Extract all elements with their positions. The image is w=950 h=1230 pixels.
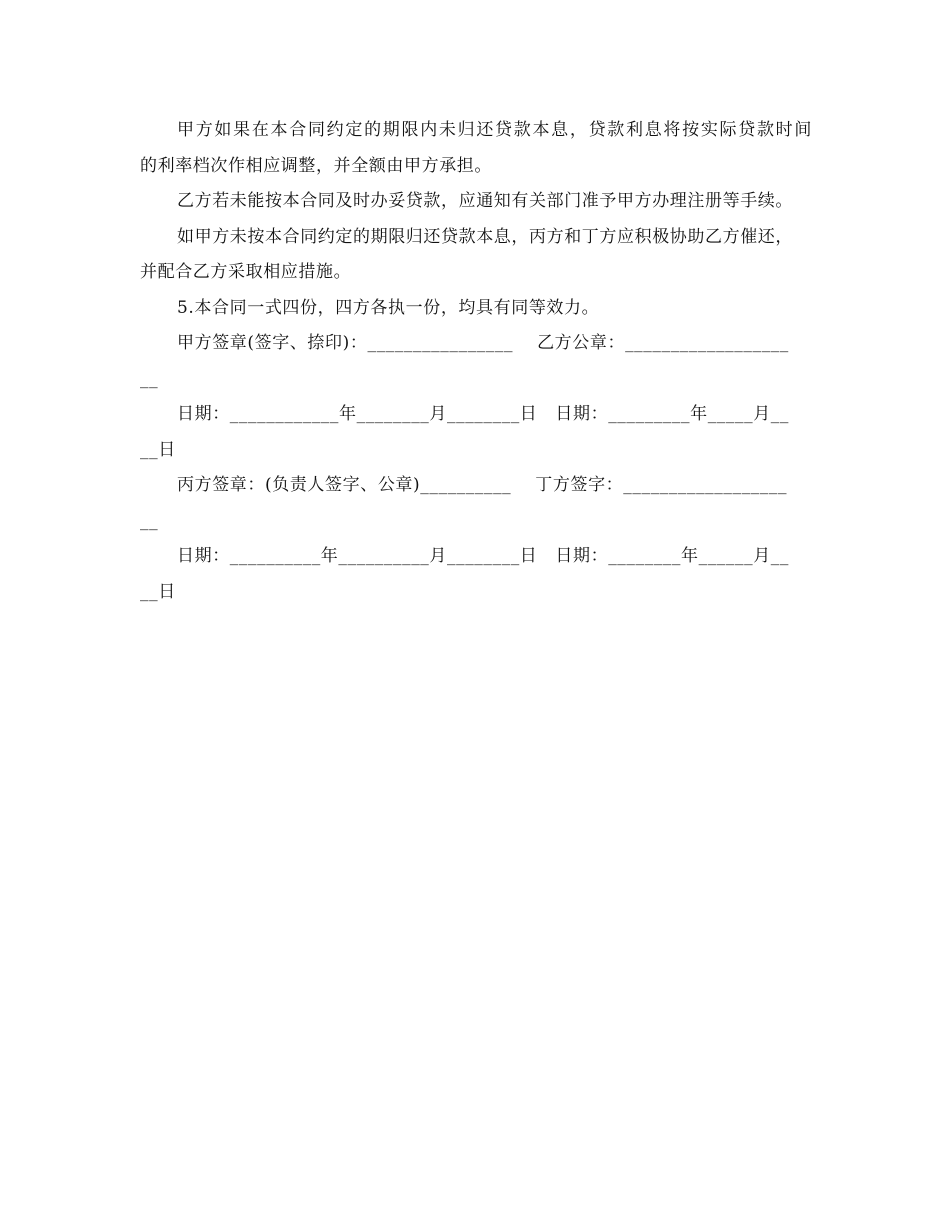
signature-line-party-c-d: 丙方签章：(负责人签字、公章)__________ 丁方签字：__________________: [177, 475, 788, 495]
paragraph-copies-clause: 5.本合同一式四份，四方各执一份，均具有同等效力。: [177, 297, 600, 318]
paragraph-repayment-line-2: 的利率档次作相应调整，并全额由甲方承担。: [140, 155, 492, 176]
paragraph-loan-processing: 乙方若未能按本合同及时办妥贷款，应通知有关部门准予甲方办理注册等手续。: [177, 191, 793, 211]
date-line-party-c-d: 日期：__________年__________月________日 日期：________年______月__: [177, 546, 790, 566]
signature-line-party-c-d-continued: __: [140, 510, 159, 531]
document-body: [140, 113, 812, 610]
date-line-party-c-d-continued: __日: [140, 581, 176, 602]
date-line-party-a-b: 日期：____________年________月________日 日期：_________年_____月__: [177, 404, 790, 424]
signature-line-party-a-b-continued: __: [140, 368, 159, 389]
paragraph-guarantor-line-1: 如甲方未按本合同约定的期限归还贷款本息，丙方和丁方应积极协助乙方催还，: [177, 226, 793, 247]
signature-line-party-a-b: 甲方签章(签字、捺印)：________________ 乙方公章：__________________: [177, 333, 789, 353]
paragraph-repayment-line-1: 甲方如果在本合同约定的期限内未归还贷款本息，贷款利息将按实际贷款时间: [177, 120, 812, 140]
paragraph-guarantor-line-2: 并配合乙方采取相应措施。: [140, 262, 352, 282]
date-line-party-a-b-continued: __日: [140, 439, 176, 460]
